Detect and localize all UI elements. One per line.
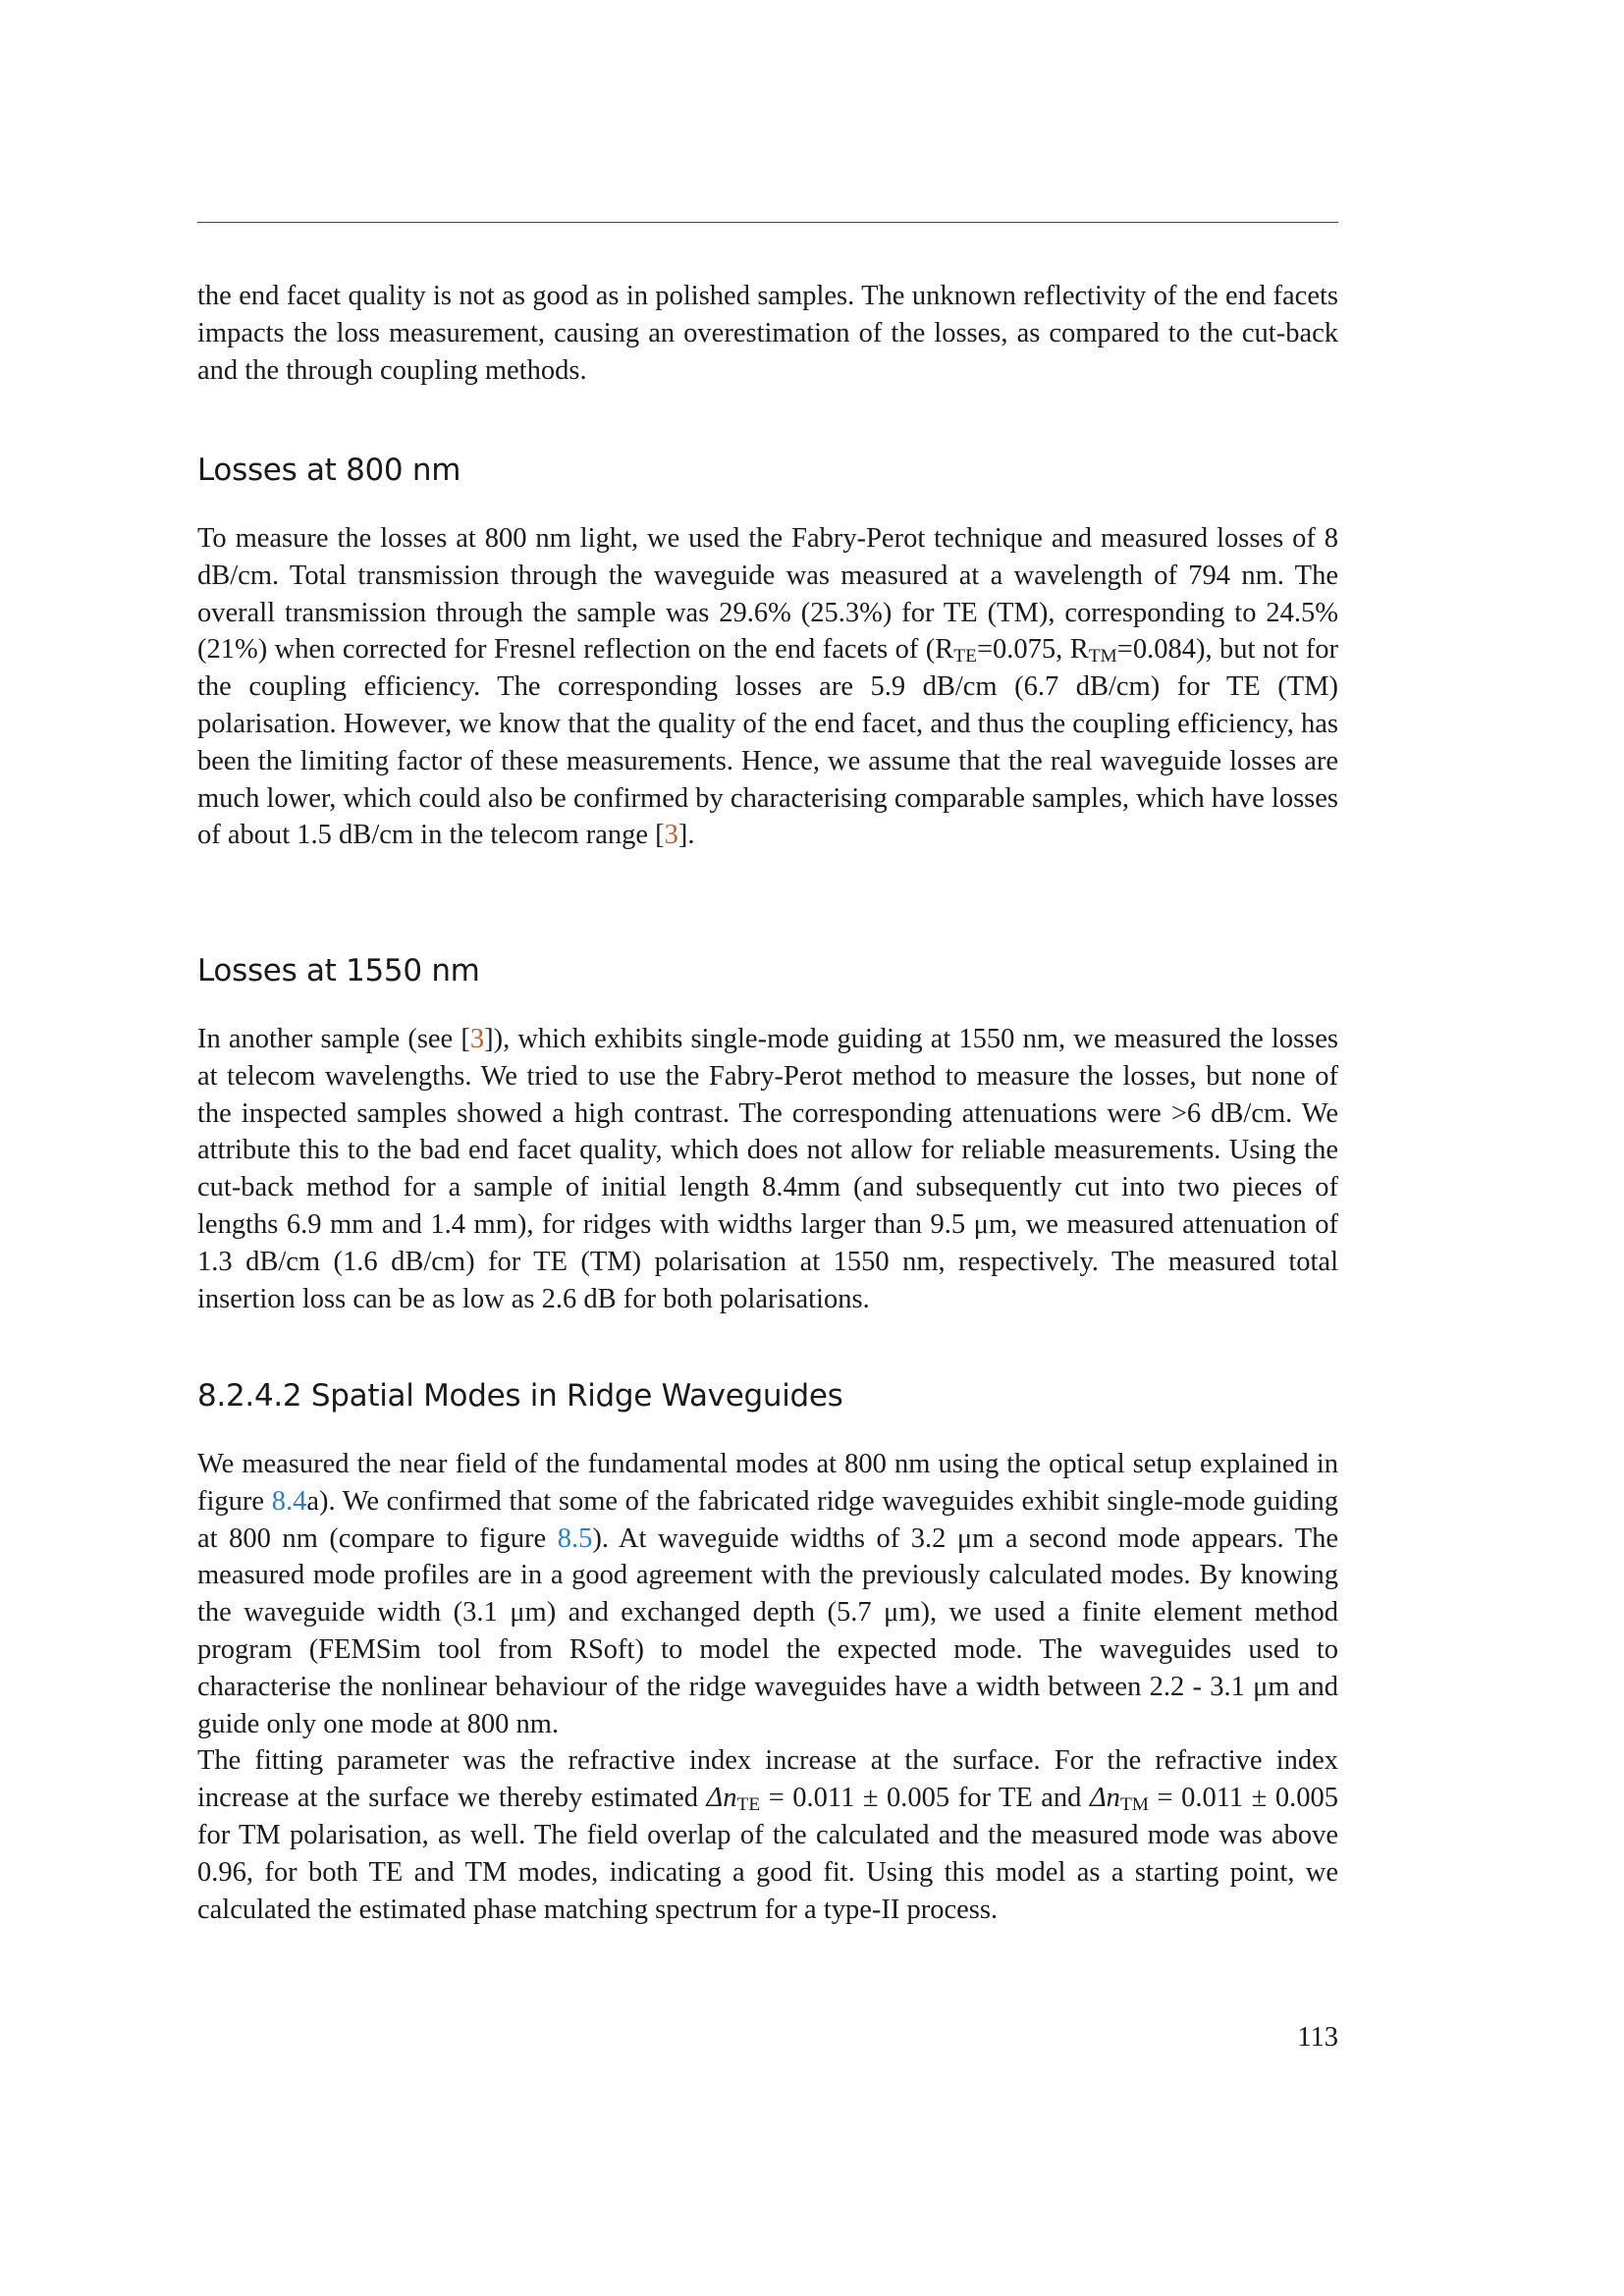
page-number: 113 bbox=[1297, 2022, 1338, 2053]
text-run: To measure the losses at 800 nm light, we used the Fabry-Perot technique and measured losses of 8 dB/cm. Total transmission through the waveguide was measured at a wavelength of 794 nm. The overall transmission through the sample was 29.6% (25.3%) for TE (TM), corresponding to 24.5% (21%) when corrected for Fresnel reflection on the end facets of (R bbox=[197, 523, 1338, 666]
subscript-tm: TM bbox=[1088, 646, 1117, 667]
math-value: = 0.011 ± 0.005 bbox=[760, 1783, 950, 1814]
losses-800nm-paragraph bbox=[197, 520, 1338, 854]
heading-losses-1550nm: Losses at 1550 nm bbox=[197, 953, 480, 988]
text-run: ]), which exhibits single-mode guiding at 1550 nm, we measured the losses at telecom wavelengths. We tried to use the Fabry-Perot method to measure the losses, but none of the inspected samples showed a high contrast. The corresponding attenuations were >6 dB/cm. We attribute this to the bad end facet quality, which does not allow for reliable measurements. Using the cut-back method for a sample of initial length 8.4mm (and subsequently cut into two pieces of lengths 6.9 mm and 1.4 mm), for ridges with widths larger than 9.5 μm, we measured attenuation of 1.3 dB/cm (1.6 dB/cm) for TE (TM) polarisation at 1550 nm, respectively. The measured total insertion loss can be as low as 2.6 dB for both polarisations. bbox=[197, 1024, 1338, 1314]
subscript-te: TE bbox=[736, 1794, 761, 1816]
spatial-modes-paragraph-2 bbox=[197, 1742, 1338, 1928]
spatial-modes-block bbox=[197, 1446, 1338, 1928]
text-run: for TE and bbox=[949, 1783, 1090, 1814]
text-run: We measured the near field of the fundamental modes at 800 nm using the optical setup explained in figure bbox=[197, 1449, 1338, 1517]
losses-1550nm-paragraph bbox=[197, 1021, 1338, 1317]
math-delta-n: Δn bbox=[1089, 1783, 1120, 1814]
header-rule bbox=[197, 222, 1338, 223]
text-run: a). We confirmed that some of the fabricated ridge waveguides exhibit single-mode guiding at 800 nm (compare to figure bbox=[197, 1485, 1338, 1554]
text-run: =0.084), but not for the coupling efficiency. The corresponding losses are 5.9 dB/cm (6.7 dB/cm) for TE (TM) polarisation. However, we know that the quality of the end facet, and thus the coupling efficiency, has been the limiting factor of these measurements. Hence, we assume that the real waveguide losses are much lower, which could also be confirmed by characterising comparable samples, which have losses of about 1.5 dB/cm in the telecom range [ bbox=[197, 634, 1338, 851]
intro-paragraph-block bbox=[197, 278, 1338, 389]
text-run: ]. bbox=[677, 820, 695, 851]
text-run: The fitting parameter was the refractive index increase at the surface. For the refractive index increase at the surface we thereby estimated bbox=[197, 1745, 1338, 1814]
section-heading-8-2-4-2: 8.2.4.2 Spatial Modes in Ridge Waveguides bbox=[197, 1378, 843, 1414]
text-run: In another sample (see [ bbox=[197, 1024, 470, 1054]
text-run: for TM polarisation, as well. The field overlap of the calculated and the measured mode was above 0.96, for both TE and TM modes, indicating a good fit. Using this model as a starting point, we calculated the estimated phase matching spectrum for a type-II process. bbox=[197, 1819, 1338, 1925]
math-delta-n: Δn bbox=[706, 1783, 737, 1814]
spatial-modes-paragraph-1 bbox=[197, 1446, 1338, 1742]
citation-link[interactable]: 3 bbox=[469, 1024, 485, 1054]
citation-link[interactable]: 3 bbox=[664, 820, 678, 851]
heading-losses-800nm: Losses at 800 nm bbox=[197, 453, 461, 488]
subscript-tm: TM bbox=[1119, 1794, 1149, 1816]
losses-800nm-block bbox=[197, 520, 1338, 854]
losses-1550nm-block bbox=[197, 1021, 1338, 1317]
figure-link-8-4[interactable]: 8.4 bbox=[271, 1485, 307, 1517]
text-run: =0.075, R bbox=[976, 634, 1089, 666]
text-run: ). At waveguide widths of 3.2 μm a second mode appears. The measured mode profiles are in a good agreement with the previously calculated modes. By knowing the waveguide width (3.1 μm) and exchanged depth (5.7 μm), we used a finite element method program (FEMSim tool from RSoft) to model the expected mode. The waveguides used to characterise the nonlinear behaviour of the ridge waveguides have a width between 2.2 - 3.1 μm and guide only one mode at 800 nm. bbox=[197, 1522, 1338, 1739]
subscript-te: TE bbox=[953, 646, 977, 667]
math-value: = 0.011 ± 0.005 bbox=[1148, 1783, 1338, 1814]
intro-paragraph: the end facet quality is not as good as in polished samples. The unknown reflectivity of the end facets impacts the loss measurement, causing an overestimation of the losses, as compared to the cut-back and the through coupling methods. bbox=[197, 281, 1338, 386]
figure-link-8-5[interactable]: 8.5 bbox=[557, 1522, 593, 1554]
